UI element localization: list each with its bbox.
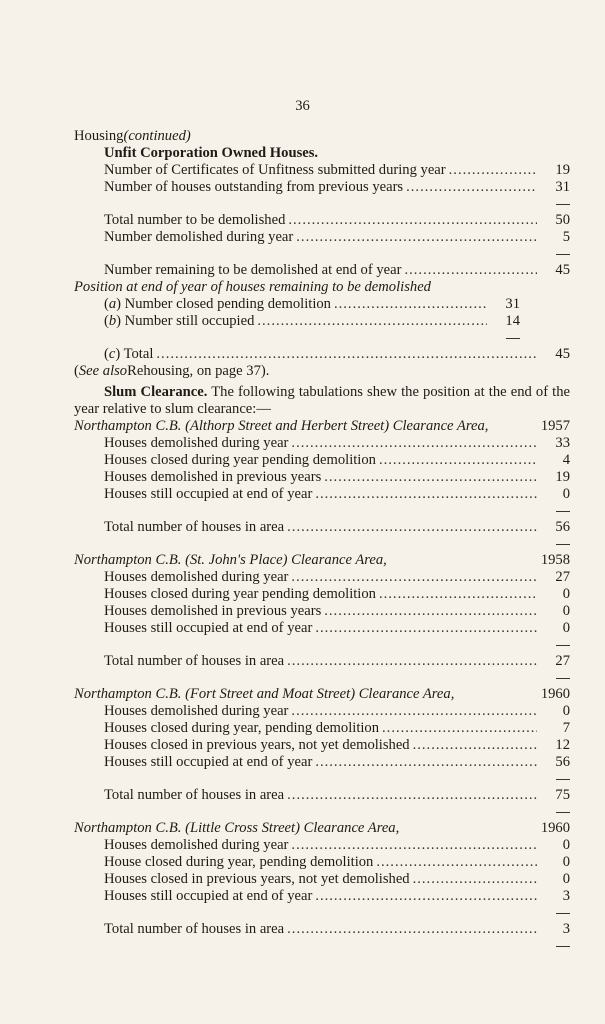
- row-label: Houses demolished during year: [104, 435, 289, 451]
- table-row: [104, 452, 570, 469]
- row-value: 45: [555, 262, 570, 278]
- slum-clearance-intro: [74, 384, 570, 418]
- sum-rule: [104, 503, 570, 519]
- table-row: [104, 569, 570, 586]
- clearance-area-heading: Northampton C.B. (Fort Street and Moat Street) Clearance Area, 1960: [74, 686, 570, 702]
- clearance-area-rows: [74, 569, 570, 686]
- leader-dots: [315, 888, 537, 905]
- clearance-area-rows: [74, 703, 570, 820]
- clearance-area: [74, 418, 570, 552]
- row-value: 27: [555, 653, 570, 669]
- row-value: 50: [555, 212, 570, 228]
- row-label: Total number of houses in area: [104, 921, 285, 937]
- total-row: [104, 653, 570, 670]
- end-rule: [104, 670, 570, 686]
- clearance-area-rows: [74, 435, 570, 552]
- row-value: 56: [555, 519, 570, 535]
- row-value: 0: [562, 486, 570, 502]
- sum-rule: [104, 246, 570, 262]
- clearance-area-heading: Northampton C.B. (Little Cross Street) Clearance Area, 1960: [74, 820, 570, 836]
- see-also-note: ( See also Rehousing, on page 37).: [74, 363, 270, 379]
- end-rule: [104, 804, 570, 820]
- row-value: 0: [562, 854, 570, 870]
- row-label: Houses demolished during year: [104, 703, 289, 719]
- table-row: [104, 720, 570, 737]
- row-label: Houses still occupied at end of year: [104, 754, 313, 770]
- leader-dots: [376, 854, 537, 871]
- total-row: [104, 921, 570, 938]
- position-heading: Position at end of year of houses remaining to be demolished: [74, 279, 431, 295]
- row-label: Houses demolished during year: [104, 837, 289, 853]
- row-value: 3: [562, 888, 570, 904]
- leader-dots: [291, 837, 537, 854]
- total-row: [104, 519, 570, 536]
- row-value: 14: [505, 313, 520, 329]
- row-label: Total number to be demolished: [104, 212, 286, 228]
- leader-dots: [291, 703, 537, 720]
- row-label: Houses demolished in previous years: [104, 603, 322, 619]
- row-value: 19: [555, 162, 570, 178]
- sum-rule: [104, 905, 570, 921]
- row-value: 0: [562, 837, 570, 853]
- clearance-area-year: 1958: [540, 552, 570, 568]
- row-label: Houses still occupied at end of year: [104, 888, 313, 904]
- leader-dots: [296, 229, 537, 246]
- row-label: Total number of houses in area: [104, 653, 285, 669]
- table-row: [104, 435, 570, 452]
- row-label: Number of Certificates of Unfitness submitted during year: [104, 162, 446, 178]
- row-value: 0: [562, 586, 570, 602]
- row-value: 31: [555, 179, 570, 195]
- leader-dots: [288, 212, 537, 229]
- leader-dots: [413, 871, 537, 888]
- leader-dots: [449, 162, 537, 179]
- leader-dots: [291, 435, 537, 452]
- section-heading-suffix: (continued): [123, 128, 191, 144]
- table-row: [104, 871, 570, 888]
- section-heading: [74, 128, 570, 145]
- row-value: 33: [555, 435, 570, 451]
- clearance-area-heading: Northampton C.B. (Althorp Street and Herbert Street) Clearance Area, 1957: [74, 418, 570, 434]
- leader-dots: [291, 569, 537, 586]
- demolished-row: [104, 229, 570, 246]
- row-value: 0: [562, 603, 570, 619]
- closed-pending-row: [104, 296, 570, 313]
- row-value: 7: [562, 720, 570, 736]
- row-label: (c) Total: [104, 346, 154, 362]
- clearance-area: [74, 686, 570, 820]
- clearance-area: [74, 552, 570, 686]
- total-demolish-row: [104, 212, 570, 229]
- sum-rule: [104, 771, 570, 787]
- position-block: [74, 296, 570, 363]
- leader-dots: [324, 603, 537, 620]
- row-value: 0: [562, 620, 570, 636]
- clearance-area: [74, 820, 570, 954]
- leader-dots: [379, 452, 537, 469]
- leader-dots: [334, 296, 487, 313]
- slum-intro-text: The following tabulations shew the position at the end of the year relative to slum clearance:—: [74, 384, 570, 417]
- leader-dots: [379, 586, 537, 603]
- row-value: 75: [555, 787, 570, 803]
- row-value: 27: [555, 569, 570, 585]
- leader-dots: [315, 754, 537, 771]
- leader-dots: [287, 653, 537, 670]
- leader-dots: [156, 346, 537, 363]
- outstanding-row: [104, 179, 570, 196]
- row-value: 19: [555, 469, 570, 485]
- row-label: Houses closed during year pending demolition: [104, 452, 376, 468]
- row-value: 56: [555, 754, 570, 770]
- row-label: Houses still occupied at end of year: [104, 620, 313, 636]
- row-label: Houses closed in previous years, not yet demolished: [104, 871, 410, 887]
- clearance-area-rows: [74, 837, 570, 954]
- table-row: [104, 703, 570, 720]
- row-value: 0: [562, 703, 570, 719]
- table-row: [104, 486, 570, 503]
- page-number: 36: [295, 98, 310, 114]
- leader-dots: [404, 262, 537, 279]
- table-row: [104, 888, 570, 905]
- remaining-row: [104, 262, 570, 279]
- total-c-row: [104, 346, 570, 363]
- section-heading-text: Housing: [74, 128, 124, 144]
- row-label: Houses demolished during year: [104, 569, 289, 585]
- total-row: [104, 787, 570, 804]
- leader-dots: [287, 921, 537, 938]
- row-label: Houses closed in previous years, not yet demolished: [104, 737, 410, 753]
- row-value: 5: [562, 229, 570, 245]
- leader-dots: [315, 620, 537, 637]
- clearance-area-year: 1957: [540, 418, 570, 434]
- leader-dots: [324, 469, 537, 486]
- table-row: [104, 603, 570, 620]
- table-row: [104, 620, 570, 637]
- leader-dots: [315, 486, 537, 503]
- table-row: [104, 854, 570, 871]
- row-label: Number of houses outstanding from previous years: [104, 179, 404, 195]
- clearance-areas: [74, 418, 570, 954]
- row-value: 3: [562, 921, 570, 937]
- sum-rule: [104, 637, 570, 653]
- sum-rule: [104, 196, 570, 212]
- row-value: 12: [555, 737, 570, 753]
- sum-rule: [104, 330, 570, 346]
- row-label: Houses closed during year, pending demolition: [104, 720, 380, 736]
- slum-title: Slum Clearance.: [104, 384, 208, 400]
- row-label: (b) Number still occupied: [104, 313, 255, 329]
- row-label: Houses closed during year pending demolition: [104, 586, 376, 602]
- row-label: Number demolished during year: [104, 229, 294, 245]
- row-label: Houses demolished in previous years: [104, 469, 322, 485]
- clearance-area-year: 1960: [540, 686, 570, 702]
- row-value: 31: [505, 296, 520, 312]
- certificates-row: [104, 162, 570, 179]
- row-label: Number remaining to be demolished at end of year: [104, 262, 402, 278]
- table-row: [104, 754, 570, 771]
- row-label: (a) Number closed pending demolition: [104, 296, 331, 312]
- leader-dots: [413, 737, 537, 754]
- row-value: 0: [562, 871, 570, 887]
- unfit-title: Unfit Corporation Owned Houses.: [104, 145, 319, 161]
- leader-dots: [287, 519, 537, 536]
- leader-dots: [287, 787, 537, 804]
- clearance-area-heading: Northampton C.B. (St. John's Place) Clearance Area, 1958: [74, 552, 570, 568]
- end-rule: [104, 938, 570, 954]
- row-label: House closed during year, pending demolition: [104, 854, 374, 870]
- row-value: 4: [562, 452, 570, 468]
- page-content: [74, 128, 570, 954]
- row-label: Houses still occupied at end of year: [104, 486, 313, 502]
- table-row: [104, 586, 570, 603]
- table-row: [104, 469, 570, 486]
- leader-dots: [382, 720, 537, 737]
- leader-dots: [257, 313, 487, 330]
- row-label: Total number of houses in area: [104, 787, 285, 803]
- end-rule: [104, 536, 570, 552]
- table-row: [104, 837, 570, 854]
- still-occupied-row: [104, 313, 570, 330]
- table-row: [104, 737, 570, 754]
- unfit-houses-block: [74, 145, 570, 279]
- clearance-area-year: 1960: [540, 820, 570, 836]
- row-value: 45: [555, 346, 570, 362]
- leader-dots: [406, 179, 537, 196]
- row-label: Total number of houses in area: [104, 519, 285, 535]
